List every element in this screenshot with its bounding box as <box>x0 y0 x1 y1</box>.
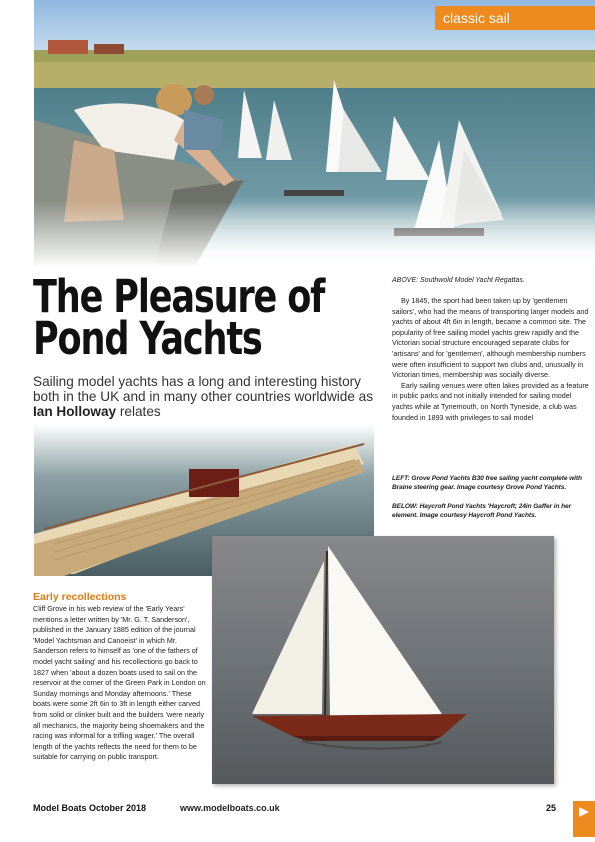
standfirst-text: Sailing model yachts has a long and interesting history both in the UK and in many other countries worldwide as <box>33 374 374 404</box>
caption-above: ABOVE: Southwold Model Yacht Regattas. <box>392 277 525 284</box>
hero-photo-pond-regatta <box>34 0 595 268</box>
gaffer-yacht-photo <box>212 536 554 784</box>
caption-left: LEFT: Grove Pond Yachts B30 free sailing yacht complete with Braine steering gear. Image courtesy Grove Pond Yachts. <box>392 475 582 491</box>
footer-url: www.modelboats.co.uk <box>180 803 280 813</box>
paragraph: By 1845, the sport had been taken up by 'gentlemen sailors', who had the means of transporting larger models and yachts of about 4ft 6in in length, became a common site. The popularity of free sailing model yachts grew rapidly and the Victorian social structure encouraged separate clubs for 'artisans' and for 'gentlemen', although membership numbers were often insufficient to support two clubs and, unusually in Victorian times, membership was socially diverse. <box>392 296 589 380</box>
right-column-text <box>392 296 590 423</box>
paragraph: Cliff Grove in his web review of the 'Early Years' mentions a letter written by 'Mr. G. T. Sanderson', published in the January 1885 edition of the journal 'Model Yachtsman and Canoeist' in which Mr. Sanderson refers to himself as 'one of the fathers of model yacht sailing' and his recollections go back to 1827 when 'about a dozen boats used to sail on the reservoir at the corner of the Green Park in London on Sunday mornings and Monday afternoons.' These boats were some 2ft 6in to 3ft in length either carved from solid or clinker built and the builders 'were nearly all mechanics, the majority being shoemakers and the racing was informal for a trifling wager.' The overall length of the yachts reflects the need for them to be suitable for carrying on public transport. <box>33 604 206 762</box>
subheading: Early recollections <box>33 591 127 603</box>
author-name: Ian Holloway <box>33 404 117 419</box>
next-page-arrow-icon[interactable] <box>573 801 595 837</box>
page-number: 25 <box>546 803 557 813</box>
article-title <box>33 270 325 365</box>
left-column-text <box>33 604 211 763</box>
footer-magazine: Model Boats October 2018 <box>33 803 147 813</box>
standfirst <box>33 374 378 419</box>
caption-below: BELOW: Haycroft Pond Yachts 'Haycroft; 24in Gaffer in her element. Image courtesy Haycroft Pond Yachts. <box>392 503 572 519</box>
title-line-2: Pond Yachts <box>33 312 262 365</box>
title-line-1: The Pleasure of <box>33 270 325 323</box>
section-tab: classic sail <box>435 6 595 30</box>
standfirst-end: relates <box>119 404 161 419</box>
paragraph: Early sailing venues were often lakes provided as a feature in public parks and not initially intended for sailing model yachts while at Tynemouth, on North Tyneside, a club was founded in 1893 with privileges to sail model <box>392 380 589 422</box>
